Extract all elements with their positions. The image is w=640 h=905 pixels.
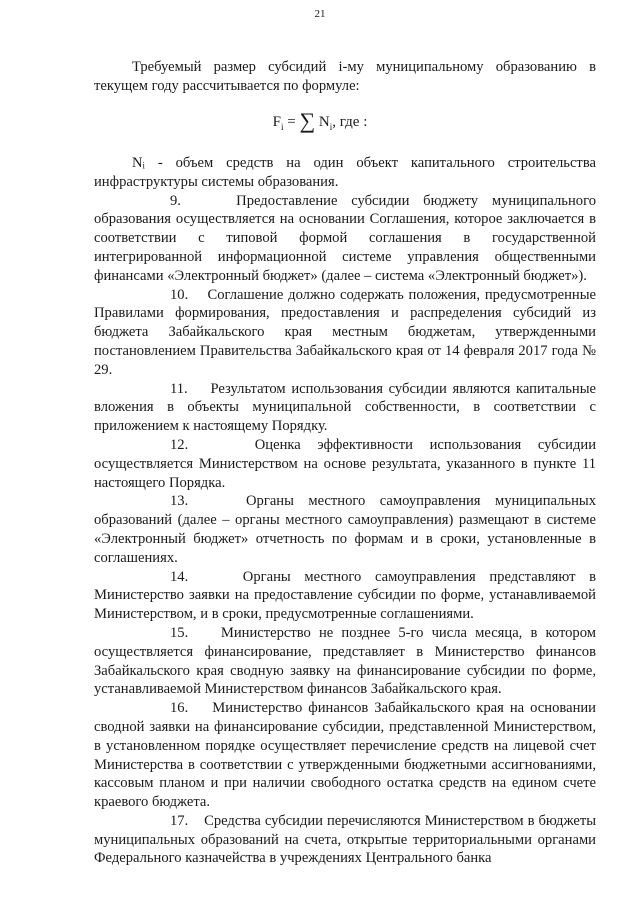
item-number: 17. xyxy=(170,812,189,829)
item-number: 11. xyxy=(170,380,188,397)
formula-lhs: F xyxy=(272,114,281,130)
item-text: Результатом использования субсидии являются капитальные вложения в объекты муниципальной собственности, в соответствии с приложением к настоящему Порядку. xyxy=(94,380,596,435)
list-item xyxy=(94,624,596,699)
formula-eq: = xyxy=(283,114,300,130)
item-number: 9. xyxy=(170,192,181,209)
item-text: Органы местного самоуправления представляют в Министерство заявки на предоставление субсидии по форме, устанавливаемой Министерством, и в сроки, предусмотренные соглашениями. xyxy=(94,568,596,623)
item-number: 10. xyxy=(170,286,189,303)
list-item xyxy=(94,812,596,868)
item-number: 16. xyxy=(170,700,189,717)
item-text: Министерство финансов Забайкальского края на основании сводной заявки на финансирование субсидии, представленной Министерством, в установленном порядке осуществляет перечисление средств на лицевой счет Министерства в соответствии с утвержденными бюджетными ассигнованиями, кассовым планом и при наличии свободного остатка средств на едином счете краевого бюджета. xyxy=(94,700,596,811)
item-text: Соглашение должно содержать положения, предусмотренные Правилами формирования, предоставления и распределения субсидий из бюджета Забайкальского края местным бюджетам, утвержденными постановлением Правительства Забайкальского края от 14 февраля 2017 года № 29. xyxy=(94,286,597,378)
list-item xyxy=(94,436,596,492)
item-number: 14. xyxy=(170,568,189,585)
item-text: Средства субсидии перечисляются Министерством в бюджеты муниципальных образований на счета, открытые территориальными органами Федерального казначейства в учреждениях Центрального банка xyxy=(94,812,597,867)
item-text: Оценка эффективности использования субсидии осуществляется Министерством на основе результата, указанного в пункте 11 настоящего Порядка. xyxy=(94,436,596,491)
intro-text: Требуемый размер субсидий i-му муниципальному образованию в текущем году рассчитывается по формуле: xyxy=(94,59,596,94)
ni-definition: Nᵢ - объем средств на один объект капитального строительства инфраструктуры системы образования. xyxy=(94,155,596,190)
items-list xyxy=(94,192,596,869)
list-item xyxy=(94,380,596,436)
item-number: 13. xyxy=(170,493,189,510)
main-text xyxy=(94,154,596,868)
list-item xyxy=(94,286,596,380)
page-number: 21 xyxy=(314,8,326,20)
list-item xyxy=(94,568,596,624)
formula xyxy=(0,110,640,138)
item-text: Предоставление субсидии бюджету муниципального образования осуществляется на основании Соглашения, которое заключается в соответствии с типовой формой соглашения в государственной интегрированной информационной системе управления общественными финансами «Электронный бюджет» (далее – система «Электронный бюджет»). xyxy=(94,192,596,284)
list-item xyxy=(94,192,596,286)
item-number: 15. xyxy=(170,624,189,641)
list-item xyxy=(94,492,596,567)
formula-tail: , где : xyxy=(332,114,368,130)
formula-lhs-sub: i xyxy=(280,122,284,132)
list-item xyxy=(94,699,596,812)
item-number: 12. xyxy=(170,436,189,453)
formula-rhs: N xyxy=(318,114,330,130)
item-text: Министерство не позднее 5-го числа месяца, в котором осуществляется финансирование, представляет в Министерство финансов Забайкальского края сводную заявку на финансирование субсидии по форме, устанавливаемой Министерством финансов Забайкальского края. xyxy=(94,624,596,698)
formula-rhs-sub: i xyxy=(329,122,333,132)
intro-paragraph xyxy=(94,58,596,96)
item-text: Органы местного самоуправления муниципальных образований (далее – органы местного самоуправления) размещают в системе «Электронный бюджет» отчетность по формам и в сроки, установленные в соглашениях. xyxy=(94,493,596,566)
sigma-icon: ∑ xyxy=(299,108,316,133)
